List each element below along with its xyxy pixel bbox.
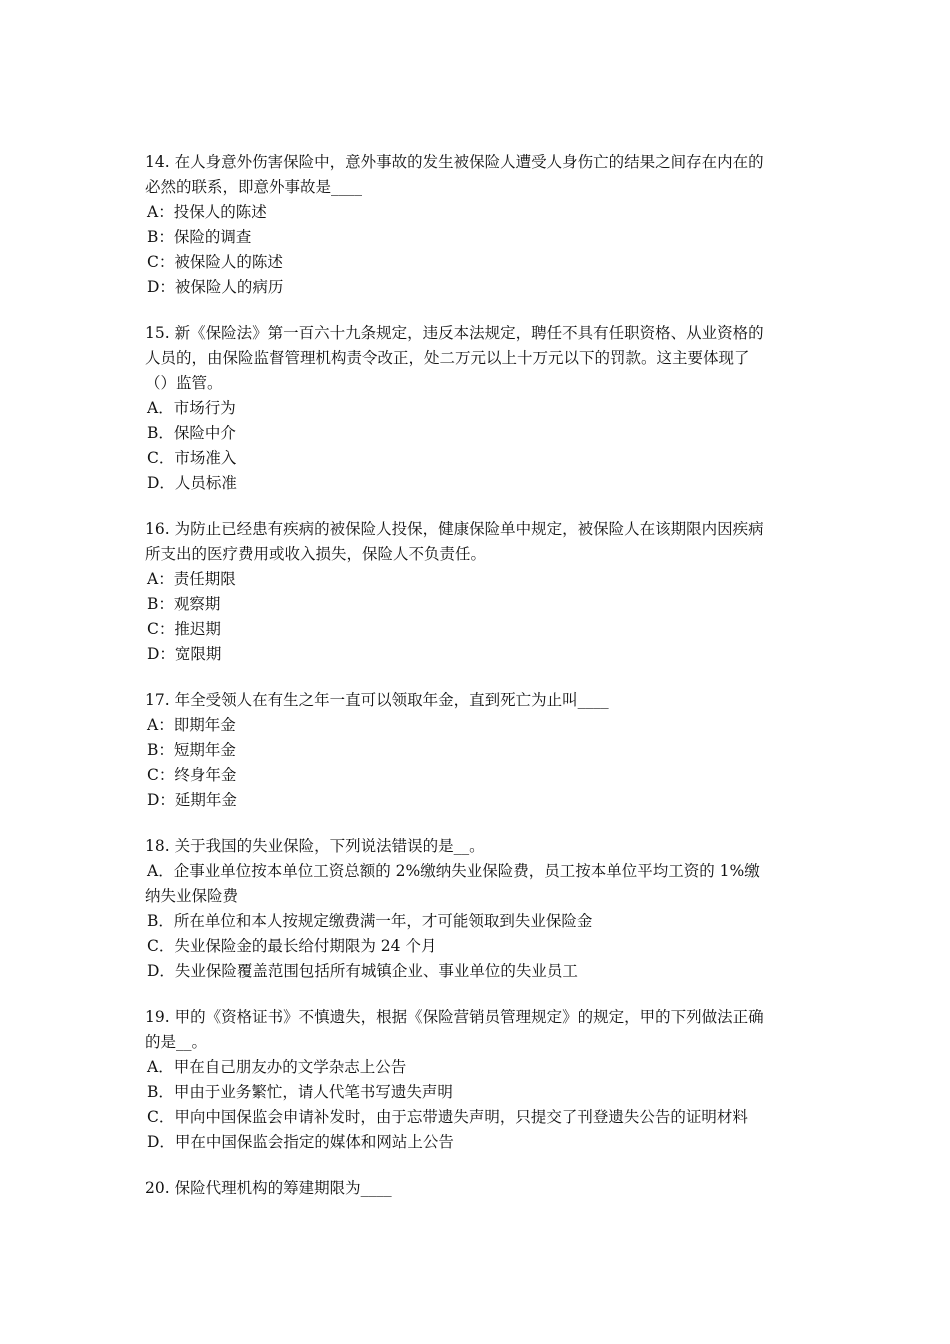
question-19 <box>145 1005 809 1155</box>
option-b: B：短期年金 <box>147 741 236 759</box>
option-a: A：即期年金 <box>147 716 236 734</box>
question-stem-line: 人员的，由保险监督管理机构责令改正，处二万元以上十万元以下的罚款。这主要体现了 <box>145 349 750 367</box>
option-c: C．失业保险金的最长给付期限为 24 个月 <box>147 937 437 955</box>
option-b: B：保险的调查 <box>147 228 252 246</box>
option-a-continuation: 纳失业保险费 <box>145 887 239 905</box>
option-a: A：投保人的陈述 <box>147 203 267 221</box>
question-stem-line: 的是__。 <box>145 1033 208 1051</box>
question-stem-line: 20. 保险代理机构的筹建期限为____ <box>145 1179 392 1197</box>
question-stem-line: （）监管。 <box>145 374 223 392</box>
option-a: A．甲在自己朋友办的文学杂志上公告 <box>147 1058 407 1076</box>
option-c: C：终身年金 <box>147 766 237 784</box>
option-c: C：推迟期 <box>147 620 221 638</box>
option-c: C．市场准入 <box>147 449 237 467</box>
question-stem-line: 16. 为防止已经患有疾病的被保险人投保，健康保险单中规定，被保险人在该期限内因疾病 <box>145 520 764 538</box>
option-c: C．甲向中国保监会申请补发时，由于忘带遗失声明，只提交了刊登遗失公告的证明材料 <box>147 1108 748 1126</box>
option-a: A：责任期限 <box>147 570 236 588</box>
document-page <box>145 150 809 1222</box>
question-17 <box>145 688 809 813</box>
option-a: A．企事业单位按本单位工资总额的 2%缴纳失业保险费，员工按本单位平均工资的 1%缴 <box>147 862 760 880</box>
question-15 <box>145 321 809 496</box>
option-b: B：观察期 <box>147 595 221 613</box>
option-b: B．甲由于业务繁忙，请人代笔书写遗失声明 <box>147 1083 453 1101</box>
option-c: C：被保险人的陈述 <box>147 253 283 271</box>
option-a: A．市场行为 <box>147 399 236 417</box>
question-18 <box>145 834 809 984</box>
question-stem-line: 15. 新《保险法》第一百六十九条规定，违反本法规定，聘任不具有任职资格、从业资格的 <box>145 324 764 342</box>
option-d: D．甲在中国保监会指定的媒体和网站上公告 <box>147 1133 454 1151</box>
option-b: B．所在单位和本人按规定缴费满一年，才可能领取到失业保险金 <box>147 912 593 930</box>
question-stem-line: 14. 在人身意外伤害保险中，意外事故的发生被保险人遭受人身伤亡的结果之间存在内在的 <box>145 153 764 171</box>
question-14 <box>145 150 809 300</box>
question-stem-line: 19. 甲的《资格证书》不慎遗失，根据《保险营销员管理规定》的规定，甲的下列做法正确 <box>145 1008 764 1026</box>
option-d: D：延期年金 <box>147 791 237 809</box>
option-d: D．失业保险覆盖范围包括所有城镇企业、事业单位的失业员工 <box>147 962 578 980</box>
question-stem-line: 所支出的医疗费用或收入损失，保险人不负责任。 <box>145 545 487 563</box>
question-20 <box>145 1176 809 1201</box>
option-b: B．保险中介 <box>147 424 236 442</box>
question-stem-line: 17. 年全受领人在有生之年一直可以领取年金，直到死亡为止叫____ <box>145 691 609 709</box>
option-d: D：宽限期 <box>147 645 222 663</box>
option-d: D：被保险人的病历 <box>147 278 284 296</box>
question-stem-line: 必然的联系，即意外事故是____ <box>145 178 363 196</box>
option-d: D．人员标准 <box>147 474 237 492</box>
question-16 <box>145 517 809 667</box>
question-stem-line: 18. 关于我国的失业保险，下列说法错误的是__。 <box>145 837 485 855</box>
